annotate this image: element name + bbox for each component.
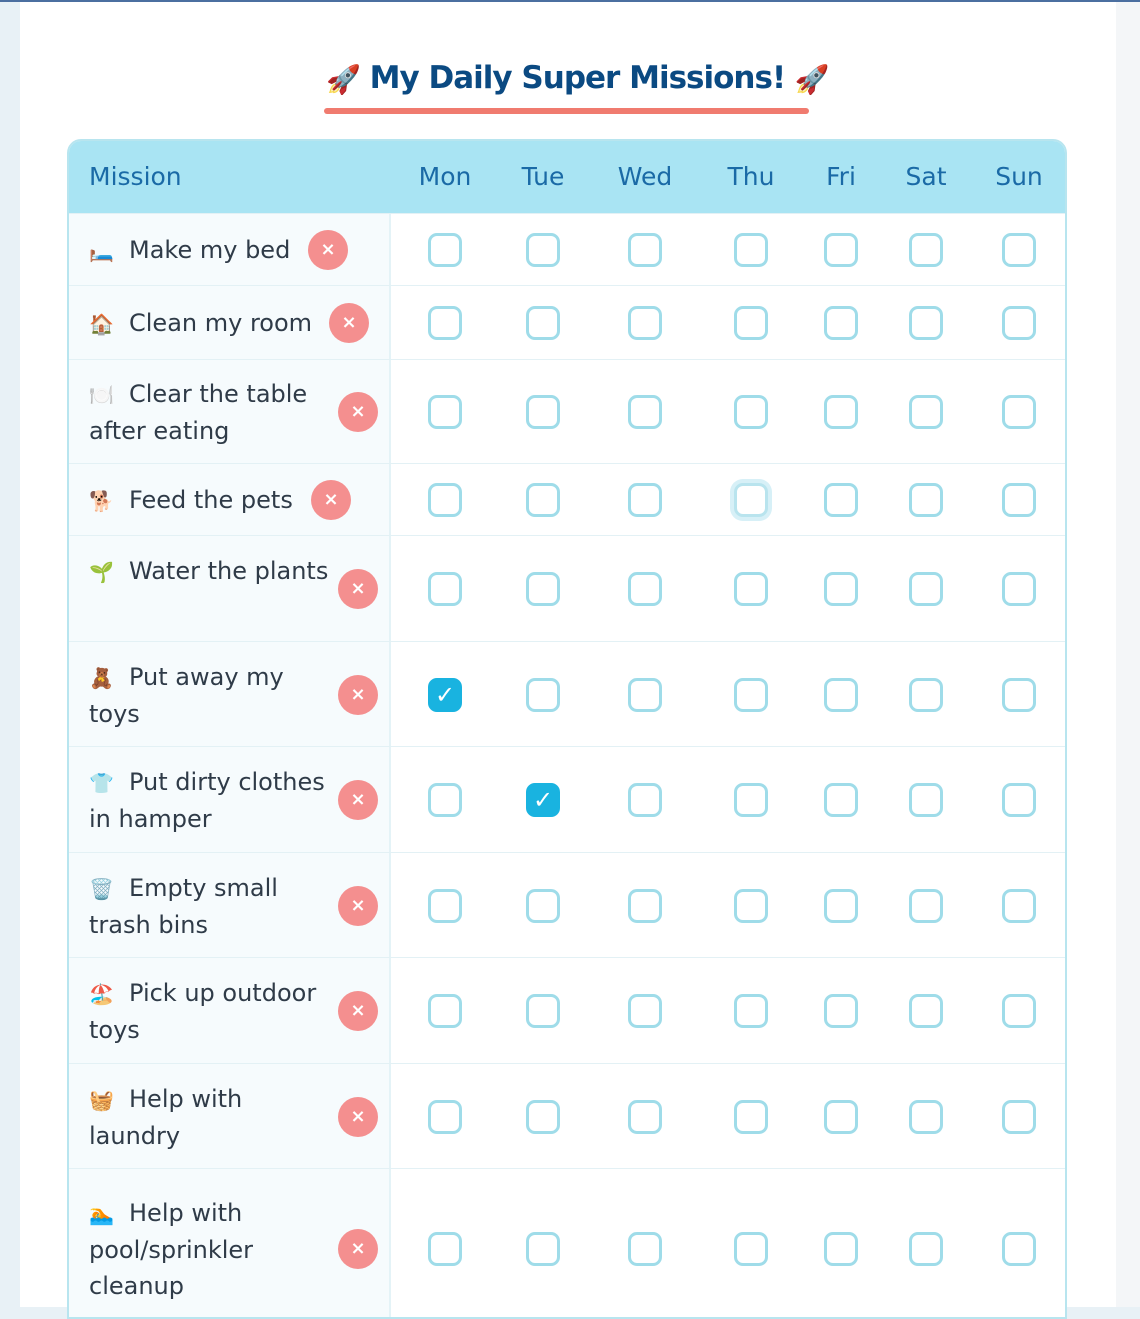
checkbox-sun[interactable] <box>1002 678 1036 712</box>
checkbox-mon[interactable] <box>428 233 462 267</box>
remove-mission-button[interactable]: × <box>338 886 378 926</box>
laundry-basket-icon: 🧺 <box>89 1088 114 1112</box>
checkbox-thu[interactable] <box>734 233 768 267</box>
swimmer-icon: 🏊 <box>89 1202 114 1226</box>
mission-label <box>89 1081 334 1154</box>
mission-label-text: Empty small trash bins <box>89 874 278 939</box>
mission-cell <box>69 1169 391 1319</box>
page-title <box>326 48 829 108</box>
column-header-wed: Wed <box>617 162 673 191</box>
mission-row <box>69 641 1067 746</box>
column-header-mission: Mission <box>89 162 182 191</box>
checkbox-mon[interactable] <box>428 994 462 1028</box>
checkbox-mon[interactable] <box>428 1232 462 1266</box>
page-title-text: My Daily Super Missions! <box>369 60 786 96</box>
mission-label-text: Pick up outdoor toys <box>89 979 317 1044</box>
checkbox-thu[interactable] <box>734 678 768 712</box>
title-underline <box>324 108 809 114</box>
checkbox-mon[interactable] <box>428 783 462 817</box>
remove-mission-button[interactable]: × <box>338 1229 378 1269</box>
checkbox-thu[interactable] <box>734 994 768 1028</box>
remove-mission-button[interactable]: × <box>329 303 369 343</box>
checkbox-tue[interactable] <box>526 395 560 429</box>
table-header <box>69 141 1067 213</box>
checkbox-wed[interactable] <box>628 233 662 267</box>
mission-label <box>89 975 334 1048</box>
mission-label-text: Feed the pets <box>129 486 293 514</box>
plate-icon: 🍽️ <box>89 383 114 407</box>
mission-row <box>69 1063 1067 1168</box>
checkbox-sat[interactable] <box>909 889 943 923</box>
checkbox-sat[interactable] <box>909 572 943 606</box>
mission-row <box>69 463 1067 535</box>
checkbox-thu[interactable] <box>734 1100 768 1134</box>
checkbox-fri[interactable] <box>824 678 858 712</box>
scrollbar-track[interactable] <box>1116 2 1140 1307</box>
mission-label-text: Help with pool/sprinkler cleanup <box>89 1199 254 1300</box>
mission-row <box>69 746 1067 852</box>
remove-mission-button[interactable]: × <box>338 569 378 609</box>
checkbox-fri[interactable] <box>824 889 858 923</box>
column-header-mon: Mon <box>418 162 472 191</box>
checkbox-sat[interactable] <box>909 483 943 517</box>
checkbox-thu[interactable] <box>734 483 768 517</box>
dog-icon: 🐕 <box>89 489 114 513</box>
remove-mission-button[interactable]: × <box>338 991 378 1031</box>
checkbox-sun[interactable] <box>1002 572 1036 606</box>
checkbox-wed[interactable] <box>628 572 662 606</box>
checkbox-thu[interactable] <box>734 306 768 340</box>
teddy-bear-icon: 🧸 <box>89 666 114 690</box>
checkbox-wed[interactable] <box>628 483 662 517</box>
remove-mission-button[interactable]: × <box>338 392 378 432</box>
checkbox-tue[interactable] <box>526 678 560 712</box>
mission-cell <box>69 464 391 535</box>
mission-label-text: Help with laundry <box>89 1085 243 1150</box>
checkbox-sat[interactable] <box>909 678 943 712</box>
checkbox-sun[interactable] <box>1002 1232 1036 1266</box>
checkbox-fri[interactable] <box>824 783 858 817</box>
checkbox-sun[interactable] <box>1002 783 1036 817</box>
rocket-icon: 🚀 <box>794 62 829 96</box>
mission-label <box>89 659 334 732</box>
rocket-icon: 🚀 <box>326 62 360 96</box>
mission-row <box>69 1168 1067 1319</box>
checkbox-fri[interactable] <box>824 1232 858 1266</box>
checkbox-mon[interactable] <box>428 572 462 606</box>
checkbox-tue[interactable] <box>526 306 560 340</box>
column-header-sun: Sun <box>995 162 1043 191</box>
mission-row <box>69 213 1067 285</box>
missions-table <box>67 139 1067 1319</box>
checkbox-mon[interactable]: ✓ <box>428 678 462 712</box>
checkbox-fri[interactable] <box>824 572 858 606</box>
mission-label <box>89 482 334 519</box>
checkbox-sat[interactable] <box>909 1100 943 1134</box>
checkbox-sun[interactable] <box>1002 395 1036 429</box>
checkbox-wed[interactable] <box>628 395 662 429</box>
mission-cell <box>69 536 391 641</box>
checkbox-fri[interactable] <box>824 395 858 429</box>
checkbox-thu[interactable] <box>734 1232 768 1266</box>
checkbox-wed[interactable] <box>628 1232 662 1266</box>
checkbox-wed[interactable] <box>628 306 662 340</box>
checkbox-tue[interactable] <box>526 889 560 923</box>
trash-bin-icon: 🗑️ <box>89 877 114 901</box>
checkbox-tue[interactable] <box>526 483 560 517</box>
checkbox-thu[interactable] <box>734 395 768 429</box>
checkbox-sun[interactable] <box>1002 994 1036 1028</box>
checkbox-wed[interactable] <box>628 1100 662 1134</box>
remove-mission-button[interactable]: × <box>338 780 378 820</box>
remove-mission-button[interactable]: × <box>338 675 378 715</box>
checkbox-sun[interactable] <box>1002 233 1036 267</box>
checkbox-fri[interactable] <box>824 483 858 517</box>
checkbox-tue[interactable] <box>526 572 560 606</box>
column-header-thu: Thu <box>727 162 775 191</box>
checkbox-sun[interactable] <box>1002 483 1036 517</box>
bed-icon: 🛏️ <box>89 239 114 263</box>
checkbox-tue[interactable] <box>526 1232 560 1266</box>
checkbox-thu[interactable] <box>734 783 768 817</box>
checkbox-tue[interactable] <box>526 994 560 1028</box>
checkbox-sun[interactable] <box>1002 889 1036 923</box>
remove-mission-button[interactable]: × <box>311 480 351 520</box>
checkbox-sat[interactable] <box>909 1232 943 1266</box>
column-header-sat: Sat <box>905 162 947 191</box>
remove-mission-button[interactable]: × <box>308 230 348 270</box>
mission-label-text: Put dirty clothes in hamper <box>89 768 325 833</box>
mission-cell <box>69 1064 391 1168</box>
mission-label <box>89 232 334 269</box>
checkbox-sun[interactable] <box>1002 306 1036 340</box>
mission-label <box>89 1195 334 1304</box>
mission-label-text: Water the plants <box>129 557 329 585</box>
checkbox-wed[interactable] <box>628 678 662 712</box>
mission-row <box>69 852 1067 957</box>
mission-label <box>89 764 334 837</box>
mission-label <box>89 870 334 943</box>
mission-cell <box>69 642 391 746</box>
checkbox-wed[interactable] <box>628 994 662 1028</box>
checkbox-tue[interactable] <box>526 1100 560 1134</box>
mission-label-text: Clean my room <box>129 309 313 337</box>
checkbox-wed[interactable] <box>628 889 662 923</box>
mission-row <box>69 285 1067 359</box>
mission-label-text: Put away my toys <box>89 663 284 728</box>
mission-cell <box>69 360 391 463</box>
checkbox-sat[interactable] <box>909 306 943 340</box>
mission-row <box>69 957 1067 1063</box>
checkbox-wed[interactable] <box>628 783 662 817</box>
plant-icon: 🌱 <box>89 560 114 584</box>
checkbox-mon[interactable] <box>428 483 462 517</box>
checkbox-mon[interactable] <box>428 1100 462 1134</box>
column-header-tue: Tue <box>521 162 565 191</box>
remove-mission-button[interactable]: × <box>338 1097 378 1137</box>
checkbox-sat[interactable] <box>909 994 943 1028</box>
checkbox-mon[interactable] <box>428 889 462 923</box>
mission-row <box>69 359 1067 463</box>
checkbox-sat[interactable] <box>909 395 943 429</box>
mission-cell <box>69 214 391 285</box>
mission-label-text: Make my bed <box>129 236 291 264</box>
mission-label <box>89 305 334 342</box>
checkbox-tue[interactable]: ✓ <box>526 783 560 817</box>
checkbox-tue[interactable] <box>526 233 560 267</box>
checkbox-thu[interactable] <box>734 889 768 923</box>
shirt-icon: 👕 <box>89 771 114 795</box>
mission-label <box>89 553 334 590</box>
checkbox-sun[interactable] <box>1002 1100 1036 1134</box>
mission-cell <box>69 747 391 852</box>
checkbox-fri[interactable] <box>824 994 858 1028</box>
checkbox-fri[interactable] <box>824 233 858 267</box>
house-icon: 🏠 <box>89 312 114 336</box>
checkbox-mon[interactable] <box>428 306 462 340</box>
mission-cell <box>69 958 391 1063</box>
checkbox-fri[interactable] <box>824 1100 858 1134</box>
mission-cell <box>69 286 391 359</box>
checkbox-thu[interactable] <box>734 572 768 606</box>
mission-label <box>89 376 334 449</box>
checkbox-mon[interactable] <box>428 395 462 429</box>
mission-cell <box>69 853 391 957</box>
mission-label-text: Clear the table after eating <box>89 380 308 445</box>
checkbox-sat[interactable] <box>909 783 943 817</box>
mission-row <box>69 535 1067 641</box>
column-header-fri: Fri <box>826 162 856 191</box>
beach-umbrella-icon: 🏖️ <box>89 982 114 1006</box>
checkbox-fri[interactable] <box>824 306 858 340</box>
checkbox-sat[interactable] <box>909 233 943 267</box>
